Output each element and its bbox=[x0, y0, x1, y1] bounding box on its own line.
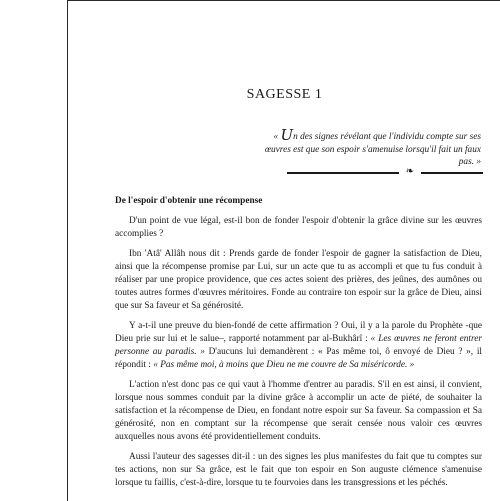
epigraph-dropcap: U bbox=[280, 126, 294, 144]
fleuron-icon: ❧ bbox=[405, 166, 415, 177]
hadith-quote-1: « Les œuvres ne feront entrer personne au paradis. » bbox=[115, 334, 482, 357]
paragraph-1: D'un point de vue légal, est-il bon de fonder l'espoir d'obtenir la grâce divine sur les œuvres accomplies ? bbox=[115, 216, 482, 239]
chapter-title: SAGESSE 1 bbox=[246, 87, 323, 102]
epigraph bbox=[251, 126, 481, 169]
epigraph-ornament bbox=[287, 166, 483, 177]
body-text bbox=[115, 195, 482, 497]
paragraph-4: L'action n'est donc pas ce qui vaut à l'homme d'entrer au paradis. S'il en est ainsi, il convient, lorsque nous sommes conduit par la divine grâce à accomplir un acte de piété, de souhaiter la satisfaction et la récompense de Dieu, en fondant notre espoir sur Sa faveur. Sa compassion et Sa générosité, non en comptant sur la récompense que serait censée nous valoir ces œuvres auxquelles nous avons été providentiellement conduits. bbox=[115, 380, 482, 442]
hadith-quote-2: « Pas même moi, à moins que Dieu ne me couvre de Sa miséricorde. » bbox=[153, 360, 415, 370]
ornament-rule-right bbox=[421, 172, 483, 174]
book-page bbox=[67, 0, 500, 501]
epigraph-text: n des signes révélant que l'individu compte sur ses œuvres est que son espoir s'amenuise lorsqu'il fait un faux pas. » bbox=[264, 132, 481, 167]
paragraph-2: Ibn 'Atâ' Allâh nous dit : Prends garde de fonder l'espoir de gagner la satisfaction de Dieu, ainsi que la récompense promise par Lui, sur un acte que tu as accompli et que tu fus conduit à réaliser par une propice providence, que ces actes soient des prières, des jeûnes, des aumônes ou toutes autres formes d'œuvres méritoires. Fonde au contraire ton espoir sur la grâce de Dieu, ainsi que sur Sa faveur et Sa générosité. bbox=[115, 249, 482, 311]
ornament-rule-left bbox=[287, 172, 399, 174]
section-heading: De l'espoir d'obtenir une récompense bbox=[115, 196, 263, 206]
epigraph-open-quote: « bbox=[273, 132, 281, 142]
paragraph-3-text-middle: D'aucuns lui demandèrent : « Pas même toi, ô envoyé de Dieu ? », il répondit : bbox=[115, 347, 482, 370]
paragraph-3-text-start: Y a-t-il une preuve du bien-fondé de cette affirmation ? Oui, il y a la parole du Prophète -que Dieu prie sur lui et le salue–, rapporté notamment par al-Bukhârî : bbox=[115, 321, 482, 344]
paragraph-3 bbox=[115, 320, 482, 372]
paragraph-5: Aussi l'auteur des sagesses dit-il : un des signes les plus manifestes du fait que tu comptes sur tes actions, non sur Sa grâce, est le fait que ton espoir en Son auguste clémence s'amenuise lorsque tu faillis, c'est-à-dire, lorsque tu te fourvoies dans les transgressions et les péchés. bbox=[115, 452, 482, 488]
